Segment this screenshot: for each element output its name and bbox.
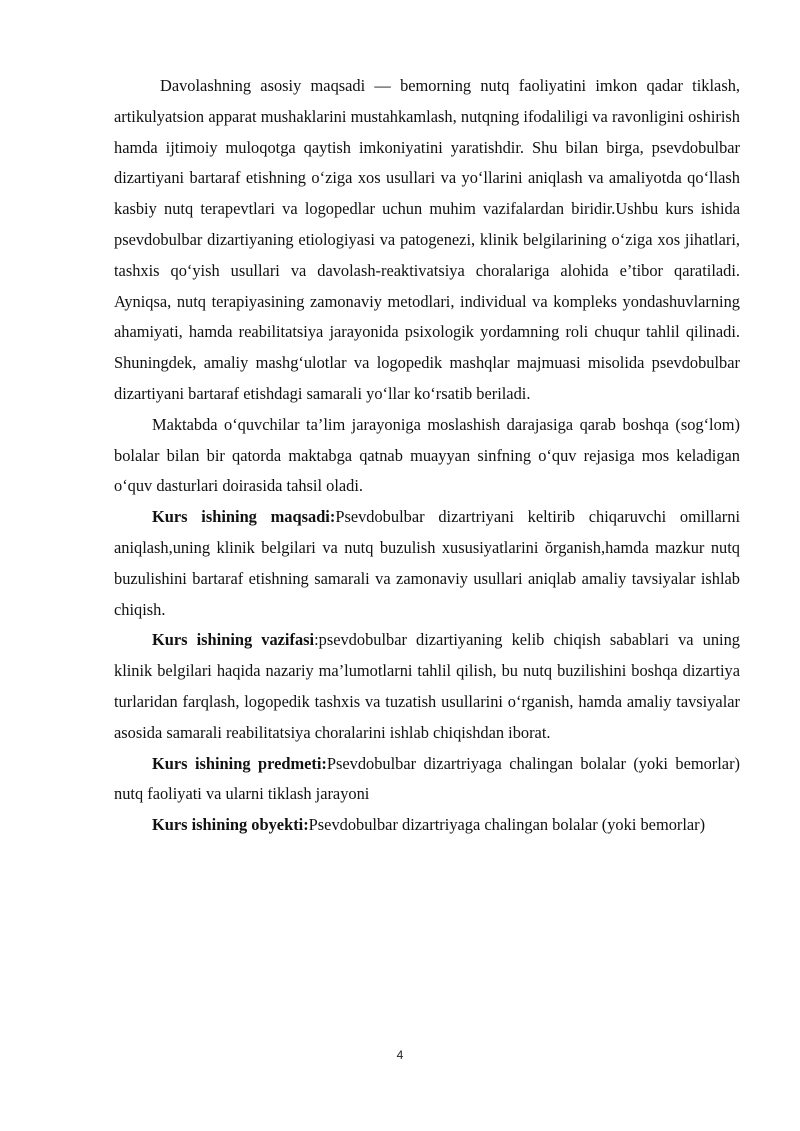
paragraph-text: :psevdobulbar dizartiyaning kelib chiqish sabablari va uning klinik belgilari haqida nazariy ma’lumotlarni tahlil qilish, bu nutq buzilishini boshqa dizartiya turlaridan farqlash, logopedik tashxis va tuzatish usullarini o‘rganish, hamda amaliy tavsiyalar asosida samarali reabilitatsiya choralarini ishlab chiqishdan iborat. [114, 630, 740, 742]
paragraph-lead: Kurs ishining vazifasi [152, 630, 315, 650]
paragraph-text: Davolashning asosiy maqsadi — bemorning nutq faoliyatini imkon qadar tiklash, artikulyatsion apparat mushaklarini mustahkamlash, nutqning ifodaliligi va ravonligini oshirish hamda ijtimoiy muloqotga qaytish imkoniyatini yaratishdir. Shu bilan birga, psevdobulbar dizartiyani bartaraf etishning o‘ziga xos usullari va yo‘llarini aniqlash va amaliyotda qo‘llash kasbiy nutq terapevtlari va logopedlar uchun muhim vazifalardan biridir.Ushbu kurs ishida psevdobulbar dizartiyaning etiologiyasi va patogenezi, klinik belgilarining o‘ziga xos jihatlari, tashxis qo‘yish usullari va davolash-reaktivatsiya choralariga alohida e’tibor qaratiladi. Ayniqsa, nutq terapiyasining zamonaviy metodlari, individual va kompleks yondashuvlarning ahamiyati, hamda reabilitatsiya jarayonida psixologik yordamning roli chuqur tahlil qilinadi. Shuningdek, amaliy mashg‘ulotlar va logopedik mashqlar majmuasi misolida psevdobulbar dizartiyani bartaraf etishdagi samarali yo‘llar ko‘rsatib beriladi. [114, 76, 740, 403]
paragraph-lead: Kurs ishining predmeti: [152, 753, 327, 773]
paragraph-tasks [114, 625, 740, 748]
body-text [114, 71, 740, 841]
paragraph-text: Psevdobulbar dizartriyaga chalingan bolalar (yoki bemorlar) nutq faoliyati va ularni tiklash jarayoni [114, 753, 740, 804]
paragraph-intro [114, 71, 740, 410]
page-number: 4 [396, 1048, 404, 1062]
paragraph-text: Maktabda o‘quvchilar ta’lim jarayoniga moslashish darajasiga qarab boshqa (sog‘lom) bolalar bilan bir qatorda maktabga qatnab muayyan sinfning o‘quv rejasiga mos keladigan o‘quv dasturlari doirasida tahsil oladi. [114, 414, 740, 496]
paragraph-school [114, 410, 740, 502]
paragraph-text: Psevdobulbar dizartriyani keltirib chiqaruvchi omillarni aniqlash,uning klinik belgilari va nutq buzulish xususiyatlarini ŏrganish,hamda mazkur nutq buzulishini bartaraf etishning samarali va zamonaviy usullari aniqlab amaliy tavsiyalar ishlab chiqish. [114, 507, 740, 619]
paragraph-subject [114, 749, 740, 811]
paragraph-lead: Kurs ishining maqsadi: [152, 507, 336, 527]
paragraph-lead: Kurs ishining obyekti: [152, 815, 309, 835]
paragraph-object [114, 810, 740, 841]
paragraph-text: Psevdobulbar dizartriyaga chalingan bolalar (yoki bemorlar) [308, 815, 706, 835]
paragraph-goal [114, 502, 740, 625]
